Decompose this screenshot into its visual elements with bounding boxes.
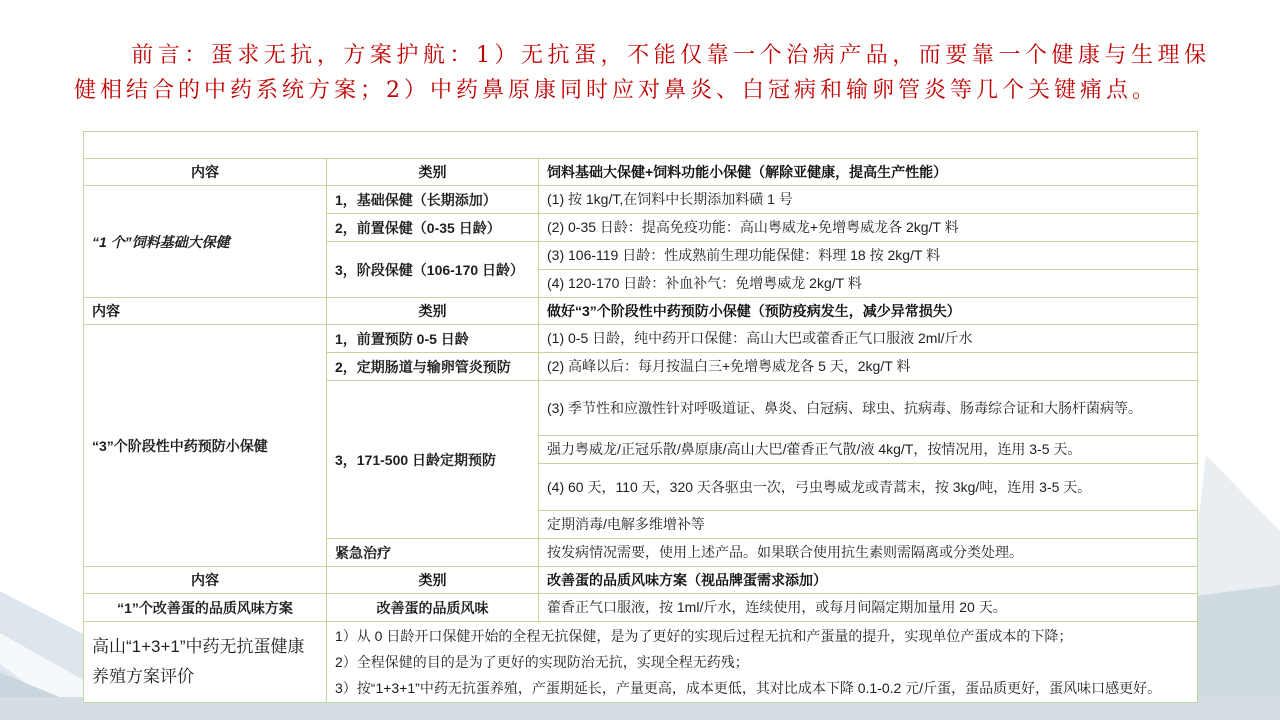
section1-detail: (1) 按 1kg/T,在饲料中长期添加料磺 1 号 xyxy=(539,186,1198,214)
corner-decoration-right xyxy=(1197,450,1280,720)
header3-plan: 改善蛋的品质风味方案（视品牌蛋需求添加） xyxy=(539,567,1198,594)
section1-category: 1，基础保健（长期添加） xyxy=(327,186,539,214)
section2-detail: (2) 高峰以后：每月按温白三+免增粤威龙各 5 天，2kg/T 料 xyxy=(539,353,1198,381)
section2-detail: 强力粤威龙/正冠乐散/鼻原康/高山大巴/藿香正气散/液 4kg/T，按情况用，连用 3-5 天。 xyxy=(539,436,1198,464)
section1-detail: (4) 120-170 日龄：补血补气：免增粤威龙 2kg/T 料 xyxy=(539,270,1198,298)
header2-category: 类别 xyxy=(327,298,539,325)
evaluation-line: 3）按“1+3+1”中药无抗蛋养殖，产蛋期延长，产量更高，成本更低，其对比成本下降 0.1-0.2 元/斤蛋，蛋品质更好，蛋风味口感更好。 xyxy=(335,680,1162,696)
section2-category: 紧急治疗 xyxy=(327,539,539,567)
section2-category: 2，定期肠道与输卵管炎预防 xyxy=(327,353,539,381)
evaluation-line: 1）从 0 日龄开口保健开始的全程无抗保健，是为了更好的实现后过程无抗和产蛋量的提升，实现单位产蛋成本的下降； xyxy=(335,628,1073,644)
section3-name: “1”个改善蛋的品质风味方案 xyxy=(84,594,327,622)
section3-category: 改善蛋的品质风味 xyxy=(327,594,539,622)
section3-detail: 藿香正气口服液，按 1ml/斤水，连续使用，或每月间隔定期加量用 20 天。 xyxy=(539,594,1198,622)
section2-detail: (1) 0-5 日龄，纯中药开口保健：高山大巴或藿香正气口服液 2ml/斤水 xyxy=(539,325,1198,353)
header1-plan: 饲料基础大保健+饲料功能小保健（解除亚健康，提高生产性能） xyxy=(539,159,1198,186)
section2-name: “3”个阶段性中药预防小保健 xyxy=(84,325,327,567)
header3-content: 内容 xyxy=(84,567,327,594)
section2-category: 1，前置预防 0-5 日龄 xyxy=(327,325,539,353)
evaluation-body xyxy=(327,622,1198,703)
evaluation-line: 2）全程保健的目的是为了更好的实现防治无抗，实现全程无药残； xyxy=(335,654,749,670)
evaluation-title: 高山“1+3+1”中药无抗蛋健康养殖方案评价 xyxy=(84,622,327,703)
preamble-text: 前言：蛋求无抗，方案护航：1）无抗蛋，不能仅靠一个治病产品，而要靠一个健康与生理保健相结合的中药系统方案；2）中药鼻原康同时应对鼻炎、白冠病和输卵管炎等几个关键痛点。 xyxy=(74,43,1210,103)
scheme-table xyxy=(83,131,1198,703)
section2-detail: 按发病情况需要，使用上述产品。如果联合使用抗生素则需隔离或分类处理。 xyxy=(539,539,1198,567)
section1-detail: (2) 0-35 日龄：提高免疫功能：高山粤威龙+免增粤威龙各 2kg/T 料 xyxy=(539,214,1198,242)
section2-detail: 定期消毒/电解多维增补等 xyxy=(539,511,1198,539)
section1-name: “1 个”饲料基础大保健 xyxy=(84,186,327,298)
header2-plan: 做好“3”个阶段性中药预防小保健（预防疫病发生，减少异常损失） xyxy=(539,298,1198,325)
section2-detail: (4) 60 天，110 天，320 天各驱虫一次，弓虫粤威龙或青蒿末，按 3kg/吨，连用 3-5 天。 xyxy=(539,464,1198,511)
header2-content: 内容 xyxy=(84,298,327,325)
header1-category: 类别 xyxy=(327,159,539,186)
table-title: 高山“1+3+1”中药无抗蛋健康养殖方案 xyxy=(84,132,1198,159)
header1-content: 内容 xyxy=(84,159,327,186)
section1-category: 3，阶段保健（106-170 日龄） xyxy=(327,242,539,298)
section1-detail: (3) 106-119 日龄：性成熟前生理功能保健：料理 18 按 2kg/T 料 xyxy=(539,242,1198,270)
section1-category: 2，前置保健（0-35 日龄） xyxy=(327,214,539,242)
header3-category: 类别 xyxy=(327,567,539,594)
section2-category: 3，171-500 日龄定期预防 xyxy=(327,381,539,539)
section2-detail: (3) 季节性和应激性针对呼吸道证、鼻炎、白冠病、球虫、抗病毒、肠毒综合证和大肠杆菌病等。 xyxy=(539,381,1198,436)
